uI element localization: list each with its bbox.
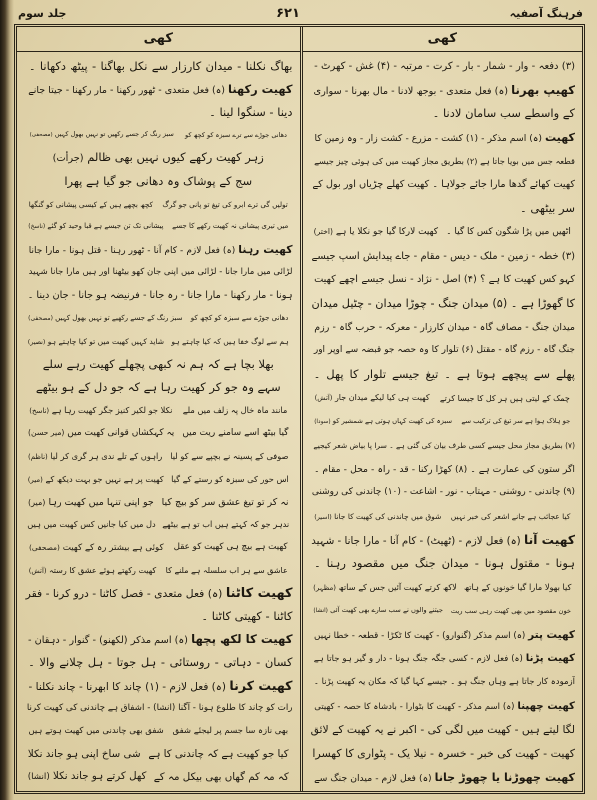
entry-text: لڑائی میں مارا جانا - لڑائی میں اپنی جان کھو بیٹھنا اور ہیں مارا جانا شہید: [28, 267, 293, 278]
text-line: [24, 102, 293, 123]
headword: کھیت رکھنا: [228, 81, 293, 96]
hemistich: اٹھیں میں پڑا شگون کس کا گیا ۔: [446, 226, 571, 237]
text-line: [310, 198, 576, 219]
verse-line: [310, 601, 576, 622]
text-line: [310, 317, 576, 338]
verse-line: [310, 577, 576, 598]
line-content: [313, 80, 575, 101]
text-line: [310, 246, 576, 267]
text-line: [310, 672, 576, 693]
hemistich: زہر کھیت رکھے کیوں نہیں بھی ظالم (جرأت): [52, 150, 264, 165]
line-content: [314, 364, 575, 385]
headword: کھیت پڑنا: [525, 653, 575, 665]
line-content: [311, 530, 575, 551]
text-line: [24, 239, 293, 260]
text-line: [310, 293, 576, 314]
hemistich: لاکھ کرتے کھیت آئیں جس کے ساتھ (مظہر): [313, 582, 457, 593]
text-line: [310, 648, 576, 669]
hemistich: شی ساخ اپنی ہو جاند نکلا: [27, 747, 141, 760]
hemistich: کیا بھولا مارا گیا خونوں کے ہاتھ: [463, 582, 572, 593]
line-content: [314, 672, 575, 693]
text-line: [24, 675, 293, 696]
text-line: [24, 652, 293, 673]
line-content: [312, 174, 575, 195]
poet-attribution: (جرأت): [52, 153, 84, 165]
column-first: [300, 27, 583, 791]
verse-line: [24, 331, 293, 352]
entry-text: (ہ) فعل متعدی - بوجھ لادنا - مال بھرنا - سواری: [313, 85, 508, 97]
text-line: [310, 719, 576, 740]
entry-text: (ہ) فعل لازم - (ٹھیٹ) - کام آنا - مارا جانا - شہید: [311, 534, 521, 547]
entry-text: لگا لیتے ہیں - کھیت میں لگی کی - اکبر نے یہ کھیت کے لائق: [310, 723, 575, 737]
headword: کھیت کاٹنا: [225, 586, 293, 602]
verse-line: [24, 423, 293, 444]
poet-attribution: (میر): [27, 474, 43, 484]
running-header: [18, 3, 583, 23]
verse-line: [24, 446, 293, 467]
verse-line: [310, 222, 576, 243]
line-content: [201, 606, 292, 627]
line-content: [314, 56, 575, 77]
entry-text: ہونا - مقتول ہونا - میدان جنگ میں مقصود رہنا ۔: [314, 556, 575, 571]
poet-attribution: (میر حسن): [28, 428, 65, 438]
text-line: [24, 262, 293, 283]
poet-attribution: (آتش): [28, 566, 47, 575]
verse-line: [24, 377, 293, 398]
headword: کھیت چھوڑنا یا چھوڑ جانا: [434, 770, 575, 784]
text-line: [24, 606, 293, 627]
hemistich: سہے وہ جو کر کھیت رہا ہے کہ جو دل کے ہو بیٹھے: [35, 379, 281, 394]
line-content: [314, 269, 575, 290]
hemistich: چمک کے لیتی ہیں ہر کل کا جیسا کرتے: [439, 393, 570, 403]
line-content: [312, 293, 575, 314]
line-content: [312, 246, 575, 267]
line-content: [314, 625, 575, 646]
hemistich: نہ کر تو تیغ عشق سر کو بیچ کیا: [161, 496, 289, 508]
hemistich: صوفی کے پسینہ نے بچپے سے کو لیا: [170, 450, 289, 461]
line-content: [314, 696, 575, 717]
hemistich: دھانی جوڑے سے سبزہ کو کچھ کو: [190, 314, 289, 323]
headword: کھیت چھپنا: [517, 700, 575, 712]
line-content: [28, 79, 292, 100]
entry-text: قطعہ جس میں بویا جاتا ہے (۲) بطریق مجاز کھیت میں کی ہوئی چیز جیسے: [314, 155, 575, 166]
line-content: [314, 151, 575, 172]
poet-attribution: (میر): [27, 497, 46, 507]
verse-line: [24, 514, 293, 535]
hemistich: بھلا بچا ہے کہ ہم نہ کبھی پچھلے کھیت رہے سلے: [42, 356, 274, 371]
verse-line: [24, 400, 293, 421]
poet-attribution: (مصحفی): [29, 132, 53, 139]
text-line: [310, 459, 576, 480]
line-content: [29, 239, 293, 260]
hemistich: پیشانی تک تن جیسے ہے قبا وحید کو گئے (ناسخ): [28, 222, 164, 231]
text-line: [310, 743, 576, 764]
column-heading: کھی: [303, 27, 583, 52]
entry-text: (ہ) اسم مذکر - (۱) کشت - مزرع - کشت زار - وہ زمین کا: [314, 133, 542, 145]
hemistich: سبز رنگ کے جسے رکھیے تو نہیں بھول کہیں (مصحفی): [28, 314, 183, 323]
hemistich: شاید کہیں کھیت میں تو کیا چاہتے ہو (نصیر): [27, 336, 164, 346]
hemistich: مانند ماہ خال پہ زلف میں ملے: [182, 404, 288, 415]
line-content: [209, 102, 292, 123]
entry-text: میدان جنگ - مصاف گاہ - میدان کارزار - معرکہ - حرب گاہ - رزم: [314, 321, 575, 333]
entry-text: (۳) خطہ - زمین - ملک - دیس - مقام - جاے پیدایش اسپ جیسے: [311, 250, 575, 262]
verse-line: [24, 354, 293, 375]
hemistich: کیا جو کھیت ہے کہ چاندنی کا ہے: [148, 747, 289, 760]
verse-line: [24, 767, 293, 788]
hemistich: نکلا جو لکیر کنیز جگر کھیت رہا ہے (ناسخ): [29, 404, 173, 415]
text-line: [24, 698, 293, 719]
hemistich: سج کے پوشاک وہ دھانی جو گیا ہے پھرا: [64, 173, 253, 188]
volume-label: جلد سوم: [18, 6, 67, 20]
entry-text: آزمودہ کار جاتا ہے وہاں جنگ ہو ۔ جیسے کہا گیا کہ مکان یہ کھیت پڑنا ۔: [313, 676, 575, 687]
text-line: [310, 103, 576, 124]
entry-text: (ہ) اسم مذکر - کھیت کا بٹوارا - بادشاہ کا حصہ - کھیتی: [314, 701, 515, 712]
hemistich: شفق بھی چاندنی میں کھیت ہوتے ہیں: [28, 725, 164, 736]
text-line: [310, 174, 576, 195]
hemistich: خون مقصود میں بھی کھیت رہی سب ریت: [450, 606, 572, 615]
text-line: [24, 629, 293, 650]
hemistich: سبزہ کی کھیت کہاں ہوتی ہے شمشیر کو (سودا): [314, 416, 453, 425]
verse-line: [310, 388, 576, 409]
text-line: [310, 364, 576, 385]
text-line: [310, 151, 576, 172]
verse-line: [24, 194, 293, 215]
text-line: [310, 269, 576, 290]
verse-line: [24, 308, 293, 329]
page-number: ۶۲۱: [276, 5, 300, 21]
poet-attribution: (سودا): [314, 418, 331, 425]
line-content: [312, 743, 575, 764]
column-text: [17, 52, 300, 791]
verse-line: [24, 492, 293, 513]
verse-line: [24, 171, 293, 192]
hemistich: تولیں گی ترے ابرو کی تیغ تو پانی جو گرگ: [162, 199, 288, 209]
headword: کھیت آنا: [523, 532, 575, 547]
entry-text: کا گھوڑا ہے ۔ (۵) میدان جنگ - چوڑا میدان - چٹیل میدان: [311, 296, 575, 310]
headword: کھیت کرنا: [229, 677, 293, 693]
hemistich: جو ہلاک ہوا ہے سر تیغ کی ترکیب سے: [461, 417, 571, 426]
line-content: [433, 103, 575, 124]
hemistich: کچھ بچھے ہیں کے کیسی پیشانی کو گنگھا: [28, 199, 153, 209]
verse-line: [310, 411, 576, 432]
verse-line: [310, 506, 576, 527]
text-line: [24, 285, 293, 306]
text-line: [310, 625, 576, 646]
line-content: [314, 767, 575, 788]
poet-attribution: (آتش): [314, 394, 333, 403]
verse-line: [24, 560, 293, 581]
line-content: [314, 127, 575, 148]
entry-text: دینا - سنگوا لینا ۔: [209, 104, 293, 119]
entry-text: (۹) چاندنی - روشنی - مہتاب - نور - اشاعت - (۱۰) چاندنی کی روشنی: [311, 487, 575, 498]
entry-text: (ہ) فعل لازم - (۱) چاند کا ابھرنا - چاند نکلنا -: [28, 680, 227, 693]
line-content: [314, 648, 575, 669]
text-line: [310, 127, 576, 148]
hemistich: عاشق سے ہر اب سلسلہ ہے ملنے کا: [165, 566, 288, 576]
line-content: [27, 698, 293, 719]
line-content: [312, 482, 575, 503]
entry-text: پھلے سے پیچھے ہوتا ہے ۔ تیغ جیسے تلوار کا پھل ۔: [313, 366, 575, 381]
line-content: [311, 719, 575, 740]
hemistich: بھی نازہ سا جسم پر لیجئے شفق: [172, 725, 289, 736]
book-title: فرہنگ آصفیہ: [509, 6, 583, 20]
verse-line: [24, 125, 293, 146]
hemistich: کھیت رکھتے ہوئے عشق کا رستہ (آتش): [28, 565, 157, 575]
two-column-body: [17, 27, 582, 791]
book-binding-shadow: [0, 0, 14, 800]
headword: کھیت رہنا: [238, 243, 293, 257]
entry-text: کے واسطے سب سامان لادنا ۔: [432, 106, 575, 121]
verse-line: [24, 216, 293, 237]
poet-attribution: (مظہر): [313, 583, 337, 593]
poet-attribution: (مصحفی): [28, 542, 60, 552]
text-line: [310, 80, 576, 101]
headword: کھیت کا لکھ پچھا: [191, 632, 293, 647]
poet-attribution: (اختر): [313, 227, 333, 237]
entry-text: جنگ گاہ - رزم گاہ - مقتل (۶) تلوار کا وہ حصہ جو قبضہ سے اوپر اور: [313, 345, 575, 356]
text-line: [24, 583, 293, 604]
hemistich: کھیت پر ہے نہیں جو بہت دیکھ کے (میر): [27, 473, 164, 484]
line-content: [28, 629, 293, 650]
text-line: [24, 79, 293, 100]
hemistich: جیتنے والوں نے سب سارے بھی کھیت آئی (انشا): [313, 606, 443, 615]
hemistich: اس حور کی سبزہ کو رستے کے گیا: [171, 473, 289, 484]
hemistich: جو اپنی تنہا میں کھیت رہا (میر): [27, 496, 154, 508]
hemistich: دھانی جوڑے سے ترے سبزہ کو کچھ کو: [185, 130, 287, 139]
hemistich: یہ کہکشاں قوانی کھیت میں (میر حسن): [28, 428, 175, 439]
hemistich: کھل کرتے ہو جاند نکلا (انشا): [27, 770, 147, 783]
entry-text: بھاگ نکلنا - میدان کارزار سے نکل بھاگنا - پیٹھ دکھانا ۔: [28, 59, 293, 73]
poet-attribution: (نصیر): [27, 337, 46, 346]
hemistich: راہوں کے تلے ندی ہر گری کر لیا (ناظم): [28, 450, 163, 461]
line-content: [314, 317, 575, 338]
hemistich: کہ مہ کم گھاں بھی بیکل مہ کے: [153, 770, 289, 783]
entry-text: کھیت کھائے گدھا مارا جائے جولاہا ۔ کھیت کھلے چڑیاں اور بول کے: [312, 179, 575, 191]
column-text: [303, 52, 583, 791]
entry-text: (ہ) فعل متعدی - فصل کاٹنا - درو کرنا - فقر: [25, 587, 223, 601]
text-line: [310, 482, 576, 503]
entry-text: (ہ) فعل لازم - کام آنا - ٹھور رہنا - قتل ہونا - مارا جانا: [28, 246, 236, 257]
entry-text: کاٹنا - کھیتی کاٹنا ۔: [201, 609, 293, 624]
line-content: [314, 340, 575, 361]
line-content: [29, 262, 293, 283]
poet-attribution: (مصحفی): [28, 315, 53, 323]
poet-attribution: (ناسخ): [29, 405, 50, 415]
entry-text: (ہ) فعل متعدی - ٹھور رکھنا - مار رکھنا - جیتا جانے: [28, 84, 226, 96]
line-content: [314, 459, 575, 480]
text-line: [310, 696, 576, 717]
entry-text: کسان - دہاتی - روستائی - ہل جوتا - ہل چلانے والا ۔: [28, 654, 293, 669]
verse-line: [24, 744, 293, 765]
poet-attribution: (انشا): [313, 608, 328, 615]
entry-text: اگر ستون کی عمارت ہے ۔ (۸) کھڑا رکنا - قد - راہ - محل - مقام ۔: [313, 463, 575, 475]
poet-attribution: (اسیر): [314, 512, 332, 521]
entry-text: (ہ) فعل لازم - کسی جگہ جنگ ہونا - دار و گیر ہو جاتا ہے: [313, 654, 523, 665]
hemistich: دل میں کیا جانیں کس کھیت میں ہیں: [27, 519, 156, 530]
line-content: [313, 435, 575, 456]
poet-attribution: (ناسخ): [28, 223, 46, 231]
entry-text: (ہ) فعل لازم - میدان جنگ سے: [314, 772, 432, 784]
column-heading: کھی: [17, 27, 300, 52]
entry-text: (ہ) اسم مذکر (گنوارو) - کھیت کا ٹکڑا - قطعہ - خطا نہیں: [314, 630, 526, 641]
entry-text: (ہ) اسم مذکر (لکھنو) - گنوار - دہقان -: [27, 635, 188, 647]
text-line: [310, 530, 576, 551]
headword: کھیپ بھرنا: [511, 82, 575, 97]
hemistich: کھیت ہی کیا لیکے میدان جار (آتش): [314, 393, 430, 403]
line-content: [520, 198, 575, 219]
entry-text: (۳) دفعہ - وار - شمار - بار - کرت - مرتبہ - (۴) غش - کھرٹ -: [314, 61, 575, 72]
line-content: [29, 675, 293, 696]
text-line: [310, 767, 576, 788]
hemistich: ہم سے لوگ خفا ہیں کہ کیا چاہتے ہو: [171, 337, 289, 347]
headword: کھیت: [544, 131, 575, 145]
hemistich: کھیت ہے بیچ ہی کھیت کو عقل: [173, 542, 288, 553]
text-line: [310, 340, 576, 361]
line-content: [28, 652, 292, 673]
text-line: [310, 553, 576, 574]
poet-attribution: (ناظم): [28, 451, 48, 461]
entry-text: رات کو چاند کا طلوع ہونا - آگنا (انشا) - اشفاق ہے چاندنی کی کھیت کرنا: [26, 702, 293, 713]
line-content: [29, 56, 293, 77]
page-frame: [14, 24, 585, 794]
verse-line: [24, 469, 293, 490]
verse-line: [24, 148, 293, 169]
entry-text: سر بیٹھی ۔: [519, 201, 575, 216]
hemistich: کھیت لارکا گیا جو نکلا یا ہے (اختر): [313, 227, 439, 238]
column-second: [17, 27, 300, 791]
hemistich: ندہر جو کہ کہتے ہیں اب تو ہے بیٹھے: [162, 519, 290, 530]
line-content: [314, 553, 575, 574]
text-line: [24, 56, 293, 77]
entry-text: کہو کس کھیت کا ہے ؟ (۴) اصل - نژاد - نسل جیسے اچھے کھیت: [314, 274, 575, 286]
hemistich: شوق میں چاندنی کی کھیت کا جانا (اسیر): [314, 511, 442, 521]
line-content: [28, 285, 293, 306]
entry-text: کھیت - کھیت کی خبر - خسرہ - نیلا یک - پٹواری کا کھسرا: [312, 746, 575, 760]
entry-text: (۷) بطریق مجاز محل جیسے کسی طرف بیان کی گئی ہے ۔ سرا پا بیاض شعر کیجیے: [313, 441, 575, 450]
text-line: [310, 56, 576, 77]
entry-text: ہونا - مار رکھنا - مارا جانا - رہ جانا - فرنیضہ ہو جانا - جان دینا ۔: [27, 290, 293, 302]
line-content: [26, 583, 293, 604]
poet-attribution: (انشا): [27, 772, 50, 783]
hemistich: کیا عجائب ہے جانے اشعر کی خبر نہیں: [450, 512, 571, 522]
hemistich: کوئی ہے بیشتر رہ کے کھیت (مصحفی): [28, 542, 164, 553]
hemistich: سبز رنگ کر جسے رکھیں تو نہیں بھول کہیں (مصحفی): [29, 130, 174, 139]
hemistich: میں تیری پیشانی نہ کھیت رکھے کا جسے: [172, 222, 289, 231]
verse-line: [24, 537, 293, 558]
verse-line: [24, 721, 293, 742]
headword: کھیت پتر: [528, 628, 575, 641]
text-line: [310, 435, 576, 456]
hemistich: گیا بیٹھ اسے سامنے ریت میں: [182, 427, 289, 438]
